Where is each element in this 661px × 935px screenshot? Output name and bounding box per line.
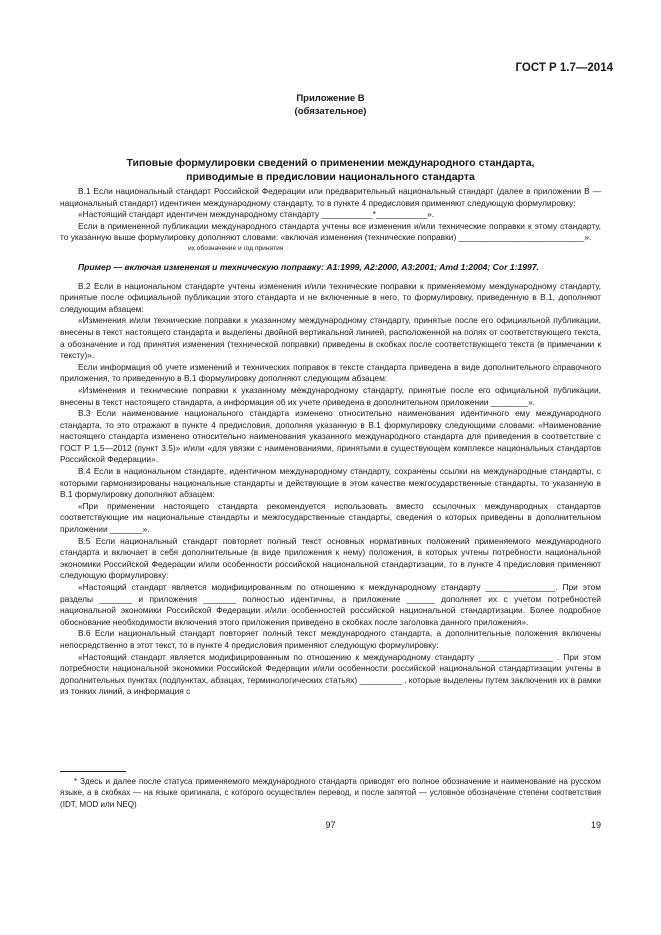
paragraph-b6-formula: «Настоящий стандарт является модифицированным по отношению к международному стандарту ________________ . При этом потребности национальной экономики Российской Федерации и/или особенности российской национальной стандартизации учтены в дополнительных пунктах (подпунктах, абзацах, терминологических статьях) _________ , которые выделены путем заключения их в рамки из тонких линий, а информация с bbox=[60, 651, 601, 697]
page-number-center: 97 bbox=[325, 820, 336, 830]
paragraph-b2: В.2 Если в национальном стандарте учтены изменения и/или технические поправки к применяемому международному стандарту, принятые после официальной публикации этого стандарта и не включенные в него, то формулировку, приведенную в В.1, дополняют следующим абзацем: bbox=[60, 280, 601, 314]
document-body bbox=[60, 186, 601, 698]
paragraph-b1-amendments: Если в примененной публикации международного стандарта учтены все изменения и/или технические поправки к этому стандарту, то указанную выше формулировку дополняют словами: «включая изменения (технические поправки) ___________________________». bbox=[60, 220, 601, 243]
paragraph-b5-formula: «Настоящий стандарт является модифицированным по отношению к международному стандарту _______________. При этом разделы _______ и приложения _______ полностью идентичны, а приложение ______ дополняет их с учетом потребностей национальной экономики Российской Федерации и/или особенностей российской национальной стандартизации. Более подробное обоснование необходимости включения этого приложения приведено в скобках после заголовка данного приложения». bbox=[60, 582, 601, 627]
blank-caption: их обозначение и год принятия bbox=[188, 244, 284, 252]
appendix-title bbox=[60, 156, 601, 184]
paragraph-b2-formula: «Изменения и/или технические поправки к указанному международному стандарту, принятые после его официальной публикации, внесены в текст настоящего стандарта и выделены двойной вертикальной линией, расположенной на полях от соответствующего текста, а обозначение и год принятия изменения (технической поправки) приведены в скобках после соответствующего текста (в примечании к тексту)». bbox=[60, 315, 601, 361]
example-paragraph: Пример — включая изменения и техническую поправку: A1:1999, A2:2000, A3:2001; Amd 1:2004; Cor 1:1997. bbox=[78, 261, 539, 272]
paragraph-b6: В.6 Если национальный стандарт повторяет полный текст международного стандарта, а дополнительные положения включены непосредственно в этот текст, то в пункте 4 предисловия применяют следующую формулировку: bbox=[60, 628, 601, 650]
paragraph-b4: В.4 Если в национальном стандарте, идентичном международному стандарту, сохранены ссылки на международные стандарты, с которыми гармонизированы национальные стандарты и действующие в этом качестве межгосударственные стандарты, то указанную в В.1 формулировку дополняют абзацем: bbox=[60, 466, 601, 500]
appendix-title-line-2: приводимые в предисловии национального стандарта bbox=[186, 171, 475, 183]
paragraph-b2-formula-2: «Изменения и технические поправки к указанному международному стандарту, принятые после его официальной публикации, внесены в текст настоящего стандарта, а информация об их учете приведена в дополнительном приложении ________». bbox=[60, 384, 601, 407]
paragraph-b1: В.1 Если национальный стандарт Российской Федерации или предварительный национальный стандарт (далее в приложении В — национальный стандарт) идентичен международному стандарту, то в пункте 4 предисловия применяют следующую формулировку: bbox=[60, 186, 601, 208]
appendix-label: Приложение В bbox=[296, 93, 365, 104]
footnote: * Здесь и далее после статуса применяемого международного стандарта приводят его полное обозначение и наименование на русском языке, а в скобках — на языке оригинала, с которого осуществлен перевод, и после запятой — условное обозначение степени соответствия (IDT, MOD или NEQ) bbox=[60, 777, 601, 809]
paragraph-b4-formula: «При применении настоящего стандарта рекомендуется использовать вместо ссылочных международных стандартов соответствующие им национальные стандарты и межгосударственные стандарты, сведения о которых приведены в дополнительном приложении _______». bbox=[60, 500, 601, 535]
appendix-title-line-1: Типовые формулировки сведений о применении международного стандарта, bbox=[126, 157, 535, 169]
standard-code: ГОСТ Р 1.7—2014 bbox=[515, 62, 613, 74]
footnote-divider bbox=[60, 771, 126, 772]
appendix-status: (обязательное) bbox=[294, 106, 367, 117]
paragraph-b2-info: Если информация об учете изменений и технических поправок в тексте стандарта приведена в виде дополнительного справочного приложения, то приведенную в В.1 формулировку дополняют следующим абзацем: bbox=[60, 361, 601, 384]
paragraph-b3: В.3 Если наименование национального стандарта изменено относительно наименования идентичного ему международного стандарта, то это отражают в пункте 4 предисловия, дополняя указанную в В.1 формулировку следующими словами: «Наименование настоящего стандарта изменено относительно наименования указанного международного стандарта для приведения в соответствие с ГОСТ Р 1.5—2012 (пункт 3.5)» и/или «для увязки с наименованиями, принятыми в существующем комплексе национальных стандартов Российской Федерации». bbox=[60, 408, 601, 465]
paragraph-b1-formula: «Настоящий стандарт идентичен международному стандарту ___________*___________». bbox=[78, 209, 435, 220]
page-number-right: 19 bbox=[590, 820, 601, 830]
paragraph-b5: В.5 Если национальный стандарт повторяет полный текст основных нормативных положений применяемого международного стандарта и включает в себя дополнительные (в виде приложения к нему) положения, в которых учтены потребности национальной экономики Российской Федерации и/или особенности российской национальной стандартизации, то в пункте 4 предисловия применяют следующую формулировку: bbox=[60, 535, 601, 581]
